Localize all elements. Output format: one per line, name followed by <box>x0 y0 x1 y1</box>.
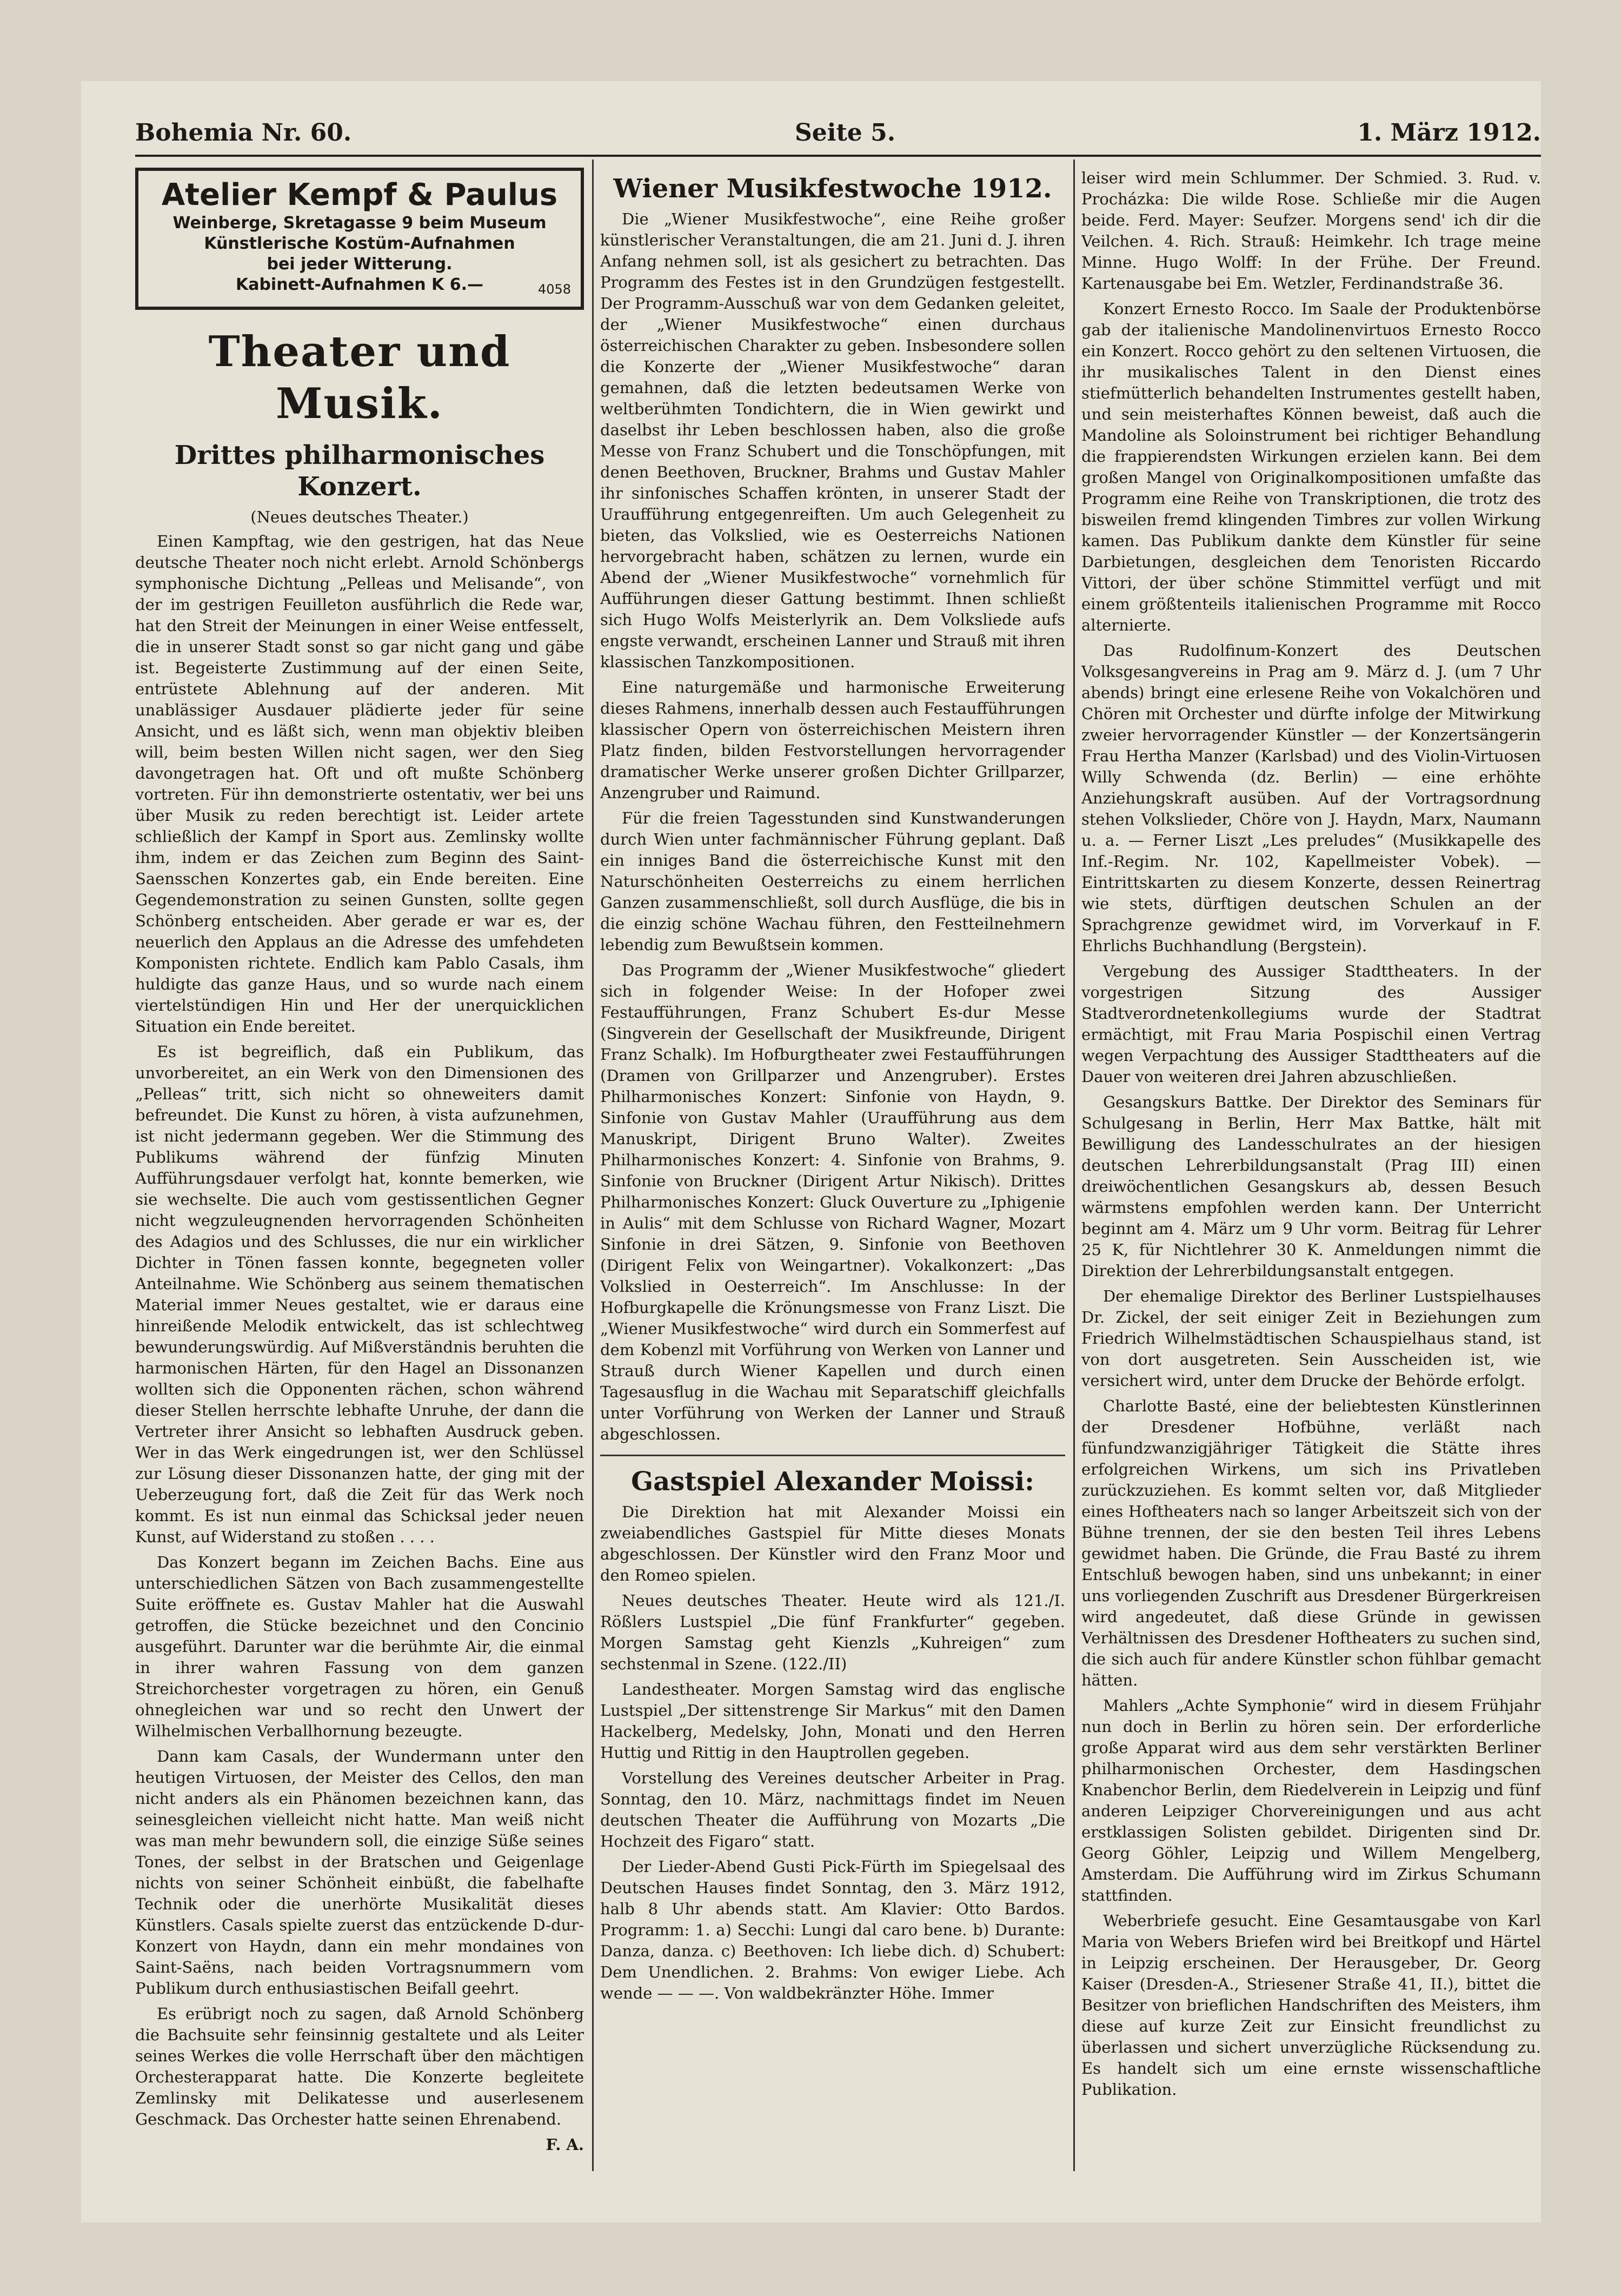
divider <box>600 1455 1065 1456</box>
article-subheading: (Neues deutsches Theater.) <box>250 508 469 526</box>
paragraph: Es ist begreiflich, daß ein Publikum, das unvorbereitet, an ein Werk von den Dimensionen des „Pelleas“ tritt, sich nicht so ohneweiters damit befreundet. Die Kunst zu hören, à vista aufzunehmen, ist nicht jedermann gegeben. Wer die Stimmung des Publikums während der fünfzig Minuten Aufführungsdauer verfolgt hat, konnte bemerken, wie sie wechselte. Die auch vom gestissentlichen Gegner nicht wegzuleugnenden hervorragenden Schönheiten des Adagios und des Schlusses, die nur ein wirklicher Dichter in Tönen fassen konnte, begegneten voller Anteilnahme. Wie Schönberg aus seinem thematischen Material immer Neues gestaltet, wie er daraus eine hinreißende Melodik entwickelt, das ist schlechtweg bewunderungswürdig. Auf Mißverständnis beruhten die harmonischen Härten, für den Hagel an Dissonanzen wollten sich die Opponenten rächen, schon während dieser Stellen herrschte lebhafte Unruhe, der dann die Vertreter ihrer Ansicht so lebhaften Ausdruck geben. Wer in das Werk eingedrungen ist, wer den Schlüssel zur Lösung dieser Dissonanzen hatte, der ging mit der Ueberzeugung fort, daß die Zeit für das Werk noch kommt. Es ist nun einmal das Schicksal jeder neuen Kunst, auf Widerstand zu stoßen . . . . <box>135 1043 584 1546</box>
author-signature: F. A. <box>546 2135 584 2154</box>
article-heading: Drittes philharmonisches Konzert. <box>174 440 545 502</box>
column-3 <box>1081 168 1541 2168</box>
paragraph: Der ehemalige Direktor des Berliner Lustspielhauses Dr. Zickel, der seit einiger Zeit in Beziehungen zum Friedrich Wilhelmstädtischen Schauspielhaus stand, ist von dort ausgetreten. Sein Ausscheiden ist, wie versichert wird, unter dem Drucke der Behörde erfolgt. <box>1081 1287 1541 1390</box>
ad-line: bei jeder Witterung. <box>267 255 453 274</box>
article-heading: Wiener Musikfestwoche 1912. <box>613 174 1052 204</box>
ad-line: Kabinett-Aufnahmen K 6.— <box>235 275 484 294</box>
column-1 <box>135 168 584 2168</box>
paragraph: Mahlers „Achte Symphonie“ wird in diesem Frühjahr nun doch in Berlin zu hören sein. Der erforderliche große Apparat wird aus dem sehr verstärkten Berliner philharmonischen Orchester, dem Hasdingschen Knabenchor Berlin, dem Riedelverein in Leipzig und fünf anderen Leipziger Chorvereinigungen und aus acht erstklassigen Solisten gebildet. Dirigenten sind Dr. Georg Göhler, Leipzig und Willem Mengelberg, Amsterdam. Die Aufführung wird im Zirkus Schumann stattfinden. <box>1081 1696 1541 1905</box>
page-number: Seite 5. <box>795 119 896 147</box>
paragraph: leiser wird mein Schlummer. Der Schmied. 3. Rud. v. Procházka: Die wilde Rose. Schließe mir die Augen beide. Ferd. Mayer: Seufzer. Morgens send' ich dir die Veilchen. 4. Rich. Strauß: Heimkehr. Ich trage meine Minne. Hugo Wolff: In der Frühe. Der Freund. Kartenausgabe bei Em. Wetzler, Ferdinandstraße 36. <box>1081 169 1541 293</box>
ad-number: 4058 <box>537 282 571 297</box>
paragraph: Weberbriefe gesucht. Eine Gesamtausgabe von Karl Maria von Webers Briefen wird bei Breitkopf und Härtel in Leipzig erscheinen. Der Herausgeber, Dr. Georg Kaiser (Dresden-A., Striesener Straße 41, II.), bittet die Besitzer von brieflichen Handschriften des Meisters, ihm diese auf kurze Zeit zur Einsicht freundlichst zu überlassen und sichert unverzügliche Rücksendung zu. Es handelt sich um eine ernste wissenschaftliche Publikation. <box>1081 1912 1541 2099</box>
page-header <box>135 119 1541 157</box>
masthead-left: Bohemia Nr. 60. <box>135 119 352 147</box>
column-divider <box>1073 160 1075 2171</box>
paragraph: Der Lieder-Abend Gusti Pick-Fürth im Spiegelsaal des Deutschen Hauses findet Sonntag, den 3. März 1912, halb 8 Uhr abends statt. Am Klavier: Otto Bardos. Programm: 1. a) Secchi: Lungi dal caro bene. b) Durante: Danza, danza. c) Beethoven: Ich liebe dich. d) Schubert: Dem Unendlichen. 2. Brahms: Von ewiger Liebe. Ach wende — — —. Von waldbekränzter Höhe. Immer <box>600 1857 1065 2002</box>
paragraph: Für die freien Tagesstunden sind Kunstwanderungen durch Wien unter fachmännischer Führung geplant. Daß ein inniges Band die österreichische Kunst mit den Naturschönheiten Oesterreichs zu einem herrlichen Ganzen zusammenschließt, soll durch Ausflüge, die bis in die einzig schöne Wachau führen, den Festteilnehmern lebendig zum Bewußtsein kommen. <box>600 809 1065 954</box>
header-rule <box>135 155 1541 157</box>
paragraph: Landestheater. Morgen Samstag wird das englische Lustspiel „Der sittenstrenge Sir Markus“ mit den Damen Hackelberg, Medelsky, John, Monati und den Herren Huttig und Rittig in den Hauptrollen gegeben. <box>600 1680 1065 1762</box>
column-divider <box>592 160 594 2171</box>
ad-line: Künstlerische Kostüm-Aufnahmen <box>204 234 515 253</box>
paragraph: Es erübrigt noch zu sagen, daß Arnold Schönberg die Bachsuite sehr feinsinnig gestaltete und als Leiter seines Werkes die volle Herrschaft über den mächtigen Orchesterapparat hatte. Die Konzerte begleitete Zemlinsky mit Delikatesse und auserlesenem Geschmack. Das Orchester hatte seinen Ehrenabend. <box>135 2005 584 2128</box>
ad-address: Weinberge, Skretagasse 9 beim Museum <box>172 214 547 233</box>
newspaper-page <box>81 81 1541 2222</box>
column-2 <box>600 168 1065 2168</box>
paragraph: Vorstellung des Vereines deutscher Arbeiter in Prag. Sonntag, den 10. März, nachmittags findet im Neuen deutschen Theater die Aufführung von Mozarts „Die Hochzeit des Figaro“ statt. <box>600 1769 1065 1850</box>
ad-title: Atelier Kempf & Paulus <box>161 177 558 213</box>
paragraph: Das Rudolfinum-Konzert des Deutschen Volksgesangvereins in Prag am 9. März d. J. (um 7 Uhr abends) bringt eine erlesene Reihe von Vokalchören und Chören mit Orchester und dürfte infolge der Mitwirkung zweier hervorragender Künstler — der Konzertsängerin Frau Hertha Manzer (Karlsbad) und des Violin-Virtuosen Willy Schwenda (dz. Berlin) — eine erhöhte Anziehungskraft ausüben. Auf der Vortragsordnung stehen Volkslieder, Chöre von J. Haydn, Marx, Naumann u. a. — Ferner Liszt „Les preludes“ (Musikkapelle des Inf.-Regim. Nr. 102, Kapellmeister Vobek). — Eintrittskarten zu diesem Konzerte, dessen Reinertrag wie stets, dürftigen deutschen Schulen an der Sprachgrenze gewidmet wird, im Vorverkauf in F. Ehrlichs Buchhandlung (Bergstein). <box>1081 641 1541 955</box>
paragraph: Neues deutsches Theater. Heute wird als 121./I. Rößlers Lustspiel „Die fünf Frankfurter“ gegeben. Morgen Samstag geht Kienzls „Kuhreigen“ zum sechstenmal in Szene. (122./II) <box>600 1591 1065 1673</box>
paragraph: Einen Kampftag, wie den gestrigen, hat das Neue deutsche Theater noch nicht erlebt. Arnold Schönbergs symphonische Dichtung „Pelleas und Melisande“, von der im gestrigen Feuilleton ausführlich die Rede war, hat den Streit der Meinungen in einer Weise entfesselt, die in unserer Stadt sonst so gar nicht gang und gäbe ist. Begeisterte Zustimmung auf der einen Seite, entrüstete Ablehnung auf der anderen. Mit unablässiger Ausdauer plädierte jeder für seine Ansicht, und es läßt sich, wenn man objektiv bleiben will, beim besten Willen nicht sagen, wer den Sieg davongetragen hat. Oft und oft mußte Schönberg vortreten. Für ihn demonstrierte ostentativ, wer bei uns über Musik zu reden berechtigt ist. Leider artete schließlich der Kampf in Sport aus. Zemlinsky wollte ihm, indem er das Zeichen zum Beginn des Saint-Saensschen Konzertes gab, ein Ende bereiten. Eine Gegendemonstration zu seinen Gunsten, sollte gegen Schönberg entscheiden. Aber gerade er war es, der neuerlich den Applaus an die Adresse des umfehdeten Komponisten richtete. Endlich kam Pablo Casals, ihm huldigte das ganze Haus, und so wurde nach einem viertelstündigen Hin und Her der unerquicklichen Situation ein Ende bereitet. <box>135 532 584 1036</box>
paragraph: Konzert Ernesto Rocco. Im Saale der Produktenbörse gab der italienische Mandolinenvirtuos Ernesto Rocco ein Konzert. Rocco gehört zu den seltenen Virtuosen, die ihr musikalisches Talent in den Dienst eines stiefmütterlich behandelten Instrumentes gestellt haben, und sein meisterhaftes Können beweist, daß auch die Mandoline als Soloinstrument bei richtiger Behandlung die frappierendsten Wirkungen erzielen kann. Bei dem großen Mangel von Originalkompositionen umfaßte das Programm eine Reihe von Transkriptionen, die trotz des bisweilen fremd klingenden Timbres zur vollen Wirkung kamen. Das Publikum dankte dem Künstler für seine Darbietungen, desgleichen dem Tenoristen Riccardo Vittori, der über schöne Stimmittel verfügt und mit einem größtenteils italienischen Programme mit Rocco alternierte. <box>1081 300 1541 634</box>
paragraph: Gesangskurs Battke. Der Direktor des Seminars für Schulgesang in Berlin, Herr Max Battke, hält mit Bewilligung des Landesschulrates an der hiesigen deutschen Lehrerbildungsanstalt (Prag III) einen dreiwöchentlichen Gesangskurs ab, dessen Besuch wärmstens empfohlen werden kann. Der Unterricht beginnt am 4. März um 9 Uhr vorm. Beitrag für Lehrer 25 K, für Nichtlehrer 30 K. Anmeldungen nimmt die Direktion der Lehrerbildungsanstalt entgegen. <box>1081 1093 1541 1280</box>
paragraph: Eine naturgemäße und harmonische Erweiterung dieses Rahmens, innerhalb dessen auch Festaufführungen klassischer Opern von österreichischen Meistern ihren Platz finden, bilden Festvorstellungen hervorragender dramatischer Werke unserer großen Dichter Grillparzer, Anzengruber und Raimund. <box>600 678 1065 802</box>
paragraph: Dann kam Casals, der Wundermann unter den heutigen Virtuosen, der Meister des Cellos, den man nicht anders als ein Phänomen bezeichnen kann, das seinesgleichen vielleicht nicht hatte. Man weiß nicht was man mehr bewundern soll, die einzige Süße seines Tones, der selbst in der Bratschen und Geigenlage nichts von seiner Schönheit einbüßt, die fabelhafte Technik oder die unerhörte Musikalität dieses Künstlers. Casals spielte zuerst das entzückende D-dur-Konzert von Haydn, dann ein mehr mondaines von Saint-Saëns, nach beiden Vortragsnummern vom Publikum durch enthusiastischen Beifall geehrt. <box>135 1747 584 1998</box>
article-heading: Gastspiel Alexander Moissi: <box>631 1466 1034 1497</box>
paragraph: Die Direktion hat mit Alexander Moissi ein zweiabendliches Gastspiel für Mitte dieses Monats abgeschlossen. Der Künstler wird den Franz Moor und den Romeo spielen. <box>600 1503 1065 1584</box>
paragraph: Vergebung des Aussiger Stadttheaters. In der vorgestrigen Sitzung des Aussiger Stadtverordnetenkollegiums wurde der Stadtrat ermächtigt, mit Frau Maria Pospischil einen Vertrag wegen Verpachtung des Aussiger Stadttheaters auf die Dauer von weiteren drei Jahren abzuschließen. <box>1081 962 1541 1086</box>
issue-date: 1. März 1912. <box>1357 119 1541 147</box>
paragraph: Das Konzert begann im Zeichen Bachs. Eine aus unterschiedlichen Sätzen von Bach zusammengestellte Suite eröffnete es. Gustav Mahler hat die Auswahl getroffen, die Stücke bezeichnet und den Concinio ausgeführt. Darunter war die berühmte Air, die einmal in ihrer wahren Fassung von dem ganzen Streichorchester vorgetragen zu hören, ein Genuß ohnegleichen war und so recht den Unwert der Wilhelmischen Verballhornung bezeugte. <box>135 1553 584 1740</box>
paragraph: Charlotte Basté, eine der beliebtesten Künstlerinnen der Dresdener Hofbühne, verläßt nach fünfundzwanzigjähriger Tätigkeit die Stätte ihres erfolgreichen Wirkens, um sich ins Privatleben zurückzuziehen. Es kommt selten vor, daß Mitglieder eines Hoftheaters nach so langer Arbeitszeit sich von der Bühne trennen, der sie den besten Teil ihres Lebens gewidmet haben. Die Gründe, die Frau Basté zu ihrem Entschluß bewogen haben, sind uns unbekannt; in einer uns vorliegenden Zuschrift aus Dresdener Bürgerkreisen wird angedeutet, daß diese Gründe in gewissen Verhältnissen des Dresdener Hoftheaters zu suchen sind, die sich auch für andere Künstler schon fühlbar gemacht hätten. <box>1081 1397 1541 1689</box>
advertisement <box>135 168 584 310</box>
section-title: Theater und Musik. <box>208 327 511 428</box>
paragraph: Das Programm der „Wiener Musikfestwoche“ gliedert sich in folgender Weise: In der Hofoper zwei Festaufführungen, Franz Schubert Es-dur Messe (Singverein der Gesellschaft der Musikfreunde, Dirigent Franz Schalk). Im Hofburgtheater zwei Festaufführungen (Dramen von Grillparzer und Anzengruber). Erstes Philharmonisches Konzert: Sinfonie von Haydn, 9. Sinfonie von Gustav Mahler (Uraufführung aus dem Manuskript, Dirigent Bruno Walter). Zweites Philharmonisches Konzert: 4. Sinfonie von Brahms, 9. Sinfonie von Bruckner (Dirigent Artur Nikisch). Drittes Philharmonisches Konzert: Gluck Ouverture zu „Iphigenie in Aulis“ mit dem Schlusse von Richard Wagner, Mozart Sinfonie in drei Sätzen, 9. Sinfonie von Beethoven (Dirigent Felix von Weingartner). Vokalkonzert: „Das Volkslied in Oesterreich“. Im Anschlusse: In der Hofburgkapelle die Krönungsmesse von Franz Liszt. Die „Wiener Musikfestwoche“ wird durch ein Sommerfest auf dem Kobenzl mit Vorführung von Werken von Lanner und Strauß durch Wiener Kapellen und durch einen Tagesausflug in die Wachau mit Separatschiff gleichfalls unter Vorführung von Werken der Lanner und Strauß abgeschlossen. <box>600 961 1065 1443</box>
paragraph: Die „Wiener Musikfestwoche“, eine Reihe großer künstlerischer Veranstaltungen, die am 21. Juni d. J. ihren Anfang nehmen soll, ist als gesichert zu betrachten. Das Programm des Festes ist in den Grundzügen festgestellt. Der Programm-Ausschuß war von dem Gedanken geleitet, der „Wiener Musikfestwoche“ einen durchaus österreichischen Charakter zu geben. Insbesondere sollen die Konzerte der „Wiener Musikfestwoche“ daran gemahnen, daß die letzten bedeutsamen Werke von weltberühmten Tondichtern, die in Wien gewirkt und daselbst ihr Leben beschlossen haben, also die große Messe von Franz Schubert und die Tonschöpfungen, mit denen Beethoven, Bruckner, Brahms und Gustav Mahler ihr sinfonisches Schaffen krönten, in unserer Stadt der Uraufführung entgegenreiften. Um auch Gelegenheit zu bieten, das Volkslied, wie es Oesterreichs Nationen hervorgebracht haben, schätzen zu lernen, wurde ein Abend der „Wiener Musikfestwoche“ vornehmlich für Aufführungen dieser Gattung bestimmt. Ihnen schließt sich Hugo Wolfs Meisterlyrik an. Dem Volksliede aufs engste verwandt, erscheinen Lanner und Strauß mit ihren klassischen Tanzkompositionen. <box>600 210 1065 671</box>
